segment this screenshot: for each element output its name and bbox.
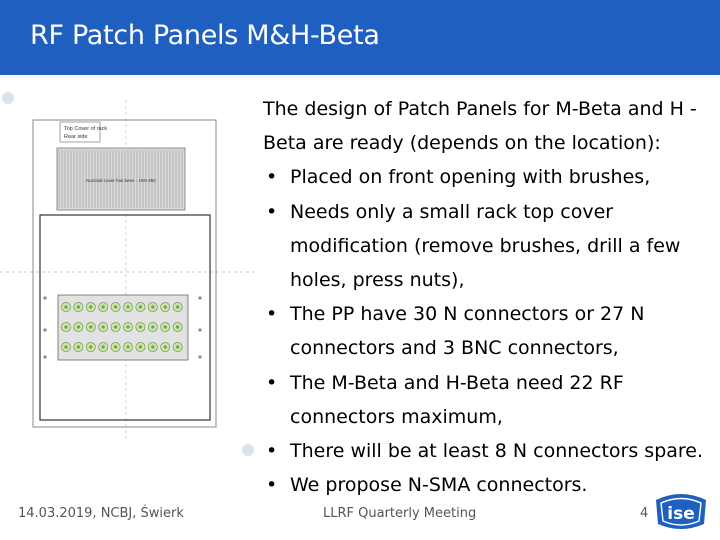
bullet-icon: • [266, 474, 278, 497]
figure-label-panel: Nominal cover has been - 19N-450 [86, 178, 156, 183]
list-item [263, 468, 708, 502]
bullet-text: The PP have 30 N connectors or 27 N connectors and 3 BNC connectors, [290, 303, 645, 360]
figure-label-top-2: Rear side [64, 134, 88, 140]
list-item [263, 160, 708, 194]
page-number: 4 [640, 506, 649, 521]
footer-event: LLRF Quarterly Meeting [323, 506, 477, 521]
bullet-icon: • [266, 440, 278, 463]
title-bar [0, 0, 720, 75]
bullet-list [263, 160, 708, 502]
list-item [263, 195, 708, 298]
bullet-icon: • [266, 200, 278, 223]
ise-logo [652, 490, 710, 532]
bullet-icon: • [266, 371, 278, 394]
footer-date-location: 14.03.2019, NCBJ, Świerk [18, 506, 184, 521]
decorative-dot-bottom [242, 444, 254, 456]
list-item [263, 297, 708, 365]
bullet-text: Needs only a small rack top cover modification (remove brushes, drill a few holes, press nuts), [290, 200, 681, 292]
bullet-icon: • [266, 166, 278, 189]
patch-panel-drawing [0, 100, 258, 440]
list-item [263, 366, 708, 434]
logo-text: ise [667, 504, 695, 524]
bullet-text: We propose N-SMA connectors. [290, 474, 588, 497]
bullet-icon: • [266, 303, 278, 326]
bullet-text: Placed on front opening with brushes, [290, 166, 651, 189]
bullet-text: There will be at least 8 N connectors spare. [290, 440, 704, 463]
intro-text: The design of Patch Panels for M-Beta and H -Beta are ready (depends on the location): [263, 98, 697, 155]
list-item [263, 434, 708, 468]
bullet-text: The M-Beta and H-Beta need 22 RF connectors maximum, [290, 371, 624, 428]
figure-label-top-1: Top Cover of rack [64, 126, 108, 132]
slide-title: RF Patch Panels M&H-Beta [30, 20, 380, 51]
slide-body [263, 92, 708, 502]
